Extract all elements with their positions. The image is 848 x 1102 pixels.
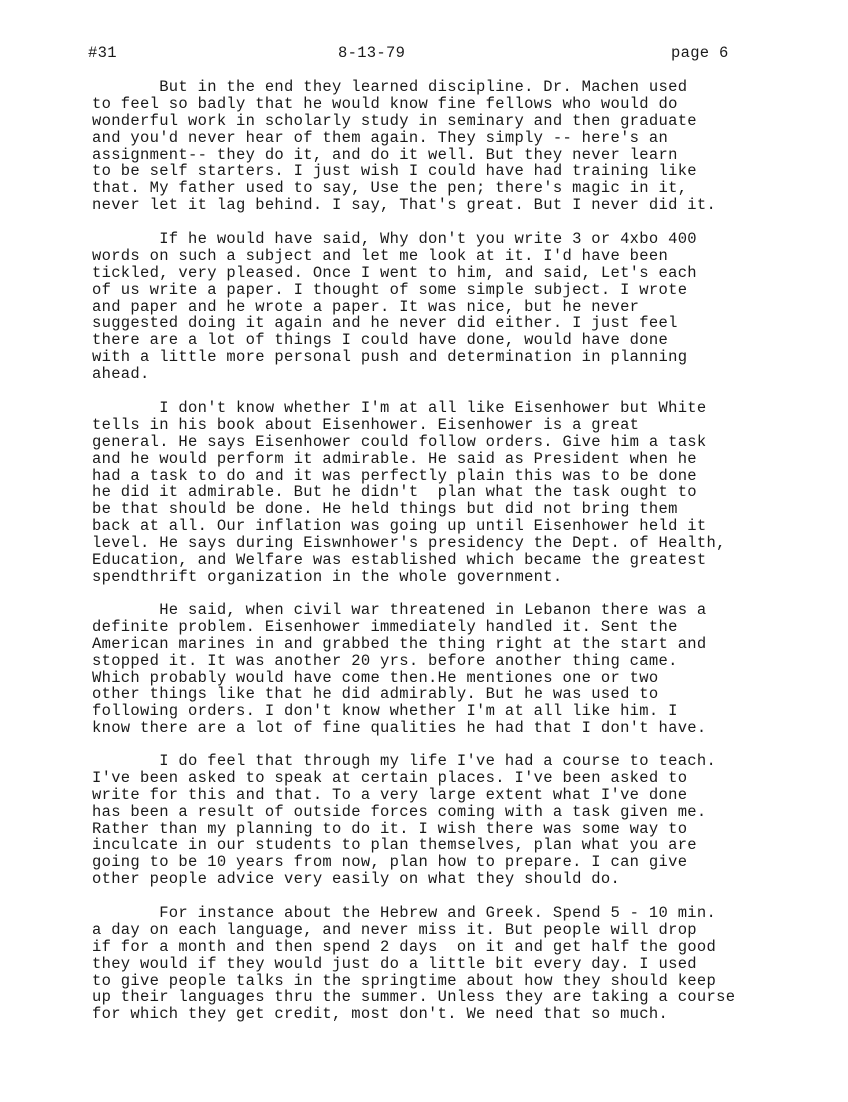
text-line: Rather than my planning to do it. I wish there was some way to [92, 819, 688, 838]
text-line: and he would perform it admirable. He said as President when he [92, 449, 697, 468]
text-line: to be self starters. I just wish I could have had training like [92, 162, 697, 181]
text-line: definite problem. Eisenhower immediately handled it. Sent the [92, 617, 678, 636]
text-line: ahead. [92, 365, 150, 384]
text-line: had a task to do and it was perfectly plain this was to be done [92, 466, 697, 485]
text-line: he did it admirable. But he didn't plan what the task ought to [92, 483, 697, 502]
paragraph-2 [92, 231, 697, 383]
text-line: for which they get credit, most don't. We need that so much. [92, 1005, 669, 1024]
text-line: up their languages thru the summer. Unless they are taking a course [92, 988, 736, 1007]
text-line: tickled, very pleased. Once I went to him, and said, Let's each [92, 263, 697, 282]
text-line: He said, when civil war threatened in Lebanon there was a [92, 601, 707, 619]
text-line: level. He says during Eiswnhower's presidency the Dept. of Health, [92, 534, 726, 553]
document-date: 8-13-79 [338, 44, 406, 62]
text-line: back at all. Our inflation was going up until Eisenhower held it [92, 517, 707, 536]
text-line: general. He says Eisenhower could follow orders. Give him a task [92, 432, 707, 451]
paragraph-6 [92, 905, 735, 1023]
paragraph-3 [92, 400, 726, 586]
text-line: I've been asked to speak at certain places. I've been asked to [92, 768, 688, 787]
text-line: with a little more personal push and determination in planning [92, 348, 688, 367]
text-line: suggested doing it again and he never did either. I just feel [92, 314, 678, 333]
text-line: that. My father used to say, Use the pen; there's magic in it, [92, 179, 688, 198]
text-line: write for this and that. To a very large extent what I've done [92, 785, 688, 804]
text-line: For instance about the Hebrew and Greek. Spend 5 - 10 min. [92, 904, 717, 922]
text-line: Which probably would have come then.He mentiones one or two [92, 668, 659, 687]
text-line: following orders. I don't know whether I'm at all like him. I [92, 702, 678, 721]
text-line: tells in his book about Eisenhower. Eisenhower is a great [92, 415, 640, 434]
text-line: to feel so badly that he would know fine fellows who would do [92, 94, 678, 113]
text-line: has been a result of outside forces coming with a task given me. [92, 802, 707, 821]
text-line: and paper and he wrote a paper. It was nice, but he never [92, 297, 640, 316]
document-number: #31 [88, 44, 117, 62]
text-line: inculcate in our students to plan themselves, plan what you are [92, 836, 697, 855]
text-line: and you'd never hear of them again. They simply -- here's an [92, 128, 669, 147]
text-line: never let it lag behind. I say, That's great. But I never did it. [92, 196, 717, 215]
text-line: of us write a paper. I thought of some simple subject. I wrote [92, 280, 688, 299]
text-line: other people advice very easily on what they should do. [92, 870, 621, 889]
text-line: I do feel that through my life I've had a course to teach. [92, 752, 717, 770]
text-line: Education, and Welfare was established which became the greatest [92, 551, 707, 570]
text-line: there are a lot of things I could have done, would have done [92, 331, 669, 350]
text-line: wonderful work in scholarly study in seminary and then graduate [92, 111, 697, 130]
text-line: know there are a lot of fine qualities he had that I don't have. [92, 719, 707, 738]
text-line: to give people talks in the springtime about how they should keep [92, 971, 717, 990]
text-line: a day on each language, and never miss it. But people will drop [92, 920, 697, 939]
paragraph-5 [92, 753, 716, 888]
text-line: I don't know whether I'm at all like Eisenhower but White [92, 399, 707, 417]
text-line: words on such a subject and let me look at it. I'd have been [92, 246, 669, 265]
text-line: But in the end they learned discipline. Dr. Machen used [92, 78, 688, 96]
text-line: American marines in and grabbed the thing right at the start and [92, 634, 707, 653]
paragraph-1 [92, 79, 716, 214]
text-line: going to be 10 years from now, plan how to prepare. I can give [92, 853, 688, 872]
text-line: be that should be done. He held things but did not bring them [92, 500, 678, 519]
paragraph-4 [92, 602, 707, 737]
text-line: other things like that he did admirably. But he was used to [92, 685, 659, 704]
text-line: If he would have said, Why don't you write 3 or 4xbo 400 [92, 230, 697, 248]
text-line: spendthrift organization in the whole government. [92, 567, 563, 586]
page-number: page 6 [671, 44, 729, 62]
text-line: assignment-- they do it, and do it well. But they never learn [92, 145, 678, 164]
page-header [88, 44, 738, 66]
text-line: if for a month and then spend 2 days on it and get half the good [92, 937, 717, 956]
text-line: stopped it. It was another 20 yrs. before another thing came. [92, 651, 678, 670]
text-line: they would if they would just do a little bit every day. I used [92, 954, 697, 973]
